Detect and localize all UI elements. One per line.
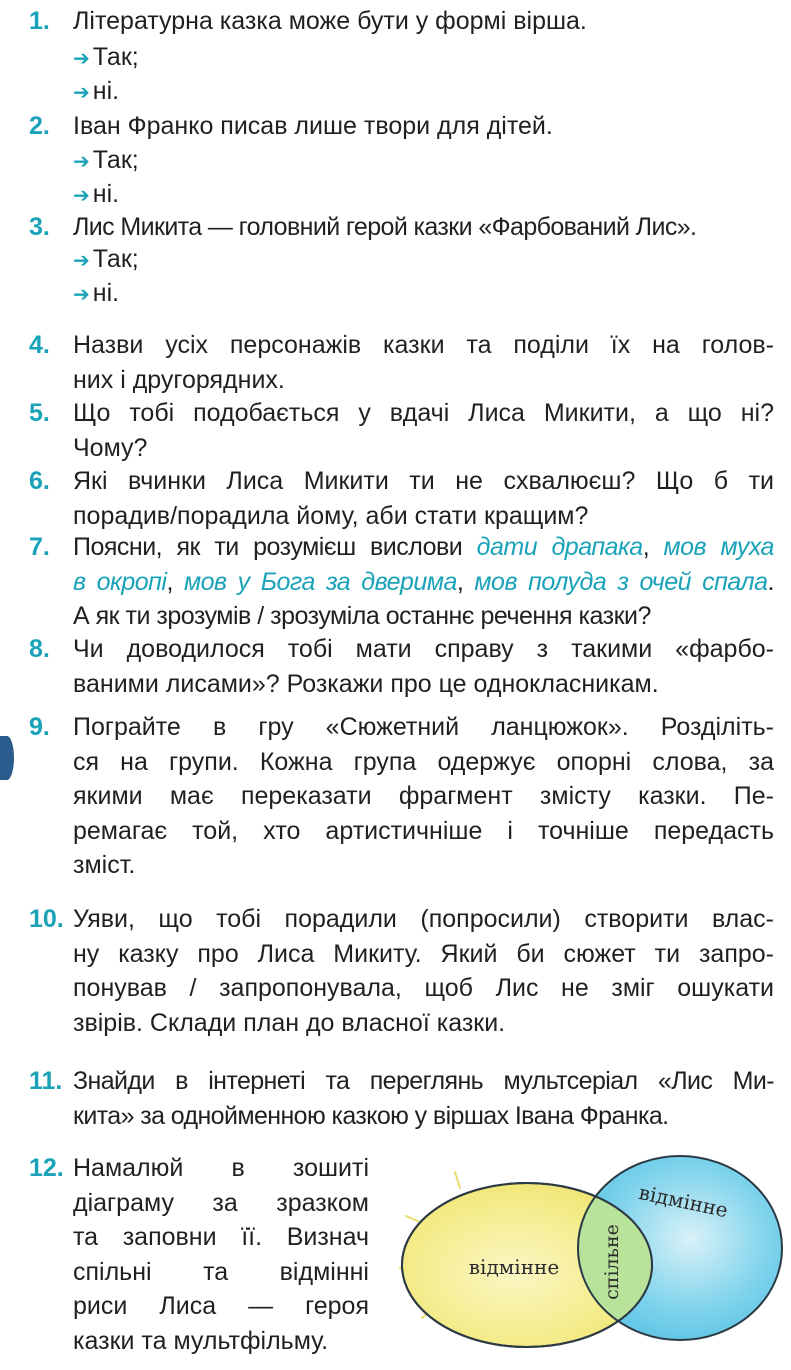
question-text	[73, 632, 774, 701]
text-line: ваними лисами»? Розкажи про це однокласникам.	[73, 669, 659, 698]
expression: дати драпака	[476, 533, 643, 561]
arrow-right-icon: ➔	[73, 82, 90, 104]
text-line: них і другорядних.	[73, 365, 285, 394]
answer-option[interactable]: ➔ ні.	[73, 279, 120, 307]
text-line: якими має переказати фрагмент змісту казки. Пе-	[73, 782, 774, 810]
answer-option[interactable]: ➔ ні.	[73, 180, 120, 208]
text-line: ся на групи. Кожна група одержує опорні слова, за	[73, 747, 774, 776]
answer-option[interactable]: ➔ ні.	[73, 77, 120, 105]
question-number: 6.	[29, 467, 50, 495]
text-line: Назви усіх персонажів казки та поділи їх на голов-	[73, 331, 774, 359]
question-number: 3.	[29, 213, 50, 241]
question-number: 4.	[29, 331, 50, 359]
question-text	[73, 4, 774, 39]
question-number: 7.	[29, 533, 50, 561]
question-text	[73, 109, 774, 144]
question-text	[73, 464, 774, 533]
expression: мов муха	[663, 533, 774, 561]
text-line: Які вчинки Лиса Микити ти не схвалюєш? Що б ти	[73, 467, 774, 495]
question-number: 10.	[29, 905, 64, 933]
text-line: понував / запропонувала, щоб Лис не зміг ошукати	[73, 974, 774, 1002]
text-line: Знайди в інтернеті та переглянь мультсеріал «Лис Ми-	[73, 1067, 774, 1095]
text-line: порадив/порадила йому, аби стати кращим?	[73, 501, 589, 530]
venn-right-label: відмінне	[636, 1180, 731, 1223]
question-number: 9.	[29, 713, 50, 741]
text-line: Уяви, що тобі порадили (попросили) створити влас-	[73, 905, 774, 933]
question-text	[73, 530, 774, 634]
question-text	[73, 328, 774, 397]
text-line: Літературна казка може бути у формі вірша.	[73, 7, 587, 35]
venn-middle-label: спільне	[601, 1224, 623, 1300]
answer-option[interactable]: ➔ Так;	[73, 43, 139, 71]
venn-diagram-svg	[392, 1150, 791, 1350]
question-text	[73, 1151, 369, 1358]
text-line: Що тобі подобається у вдачі Лиса Микити, а що ні?	[73, 399, 774, 427]
question-number: 5.	[29, 399, 50, 427]
text-line: в окропі, мов у Бога за дверима, мов полуда з очей спала.	[73, 567, 774, 596]
question-text	[73, 1064, 774, 1133]
question-number: 1.	[29, 7, 50, 35]
question-number: 11.	[29, 1067, 63, 1095]
text-line: діаграму за зразком	[73, 1188, 369, 1217]
text-line: зміст.	[73, 851, 136, 879]
text-line: кита» за однойменною казкою у віршах Івана Франка.	[73, 1101, 669, 1130]
arrow-right-icon: ➔	[73, 250, 90, 272]
text-line: Поясни, як ти розумієш вислови дати драпака, мов муха	[73, 533, 774, 561]
venn-left-label: відмінне	[468, 1255, 560, 1279]
text-line: А як ти зрозумів / зрозуміла останнє речення казки?	[73, 602, 651, 630]
question-number: 2.	[29, 112, 50, 140]
question-text	[73, 902, 774, 1040]
text-line: ну казку про Лиса Микиту. Який би сюжет ти запро-	[73, 939, 774, 968]
arrow-right-icon: ➔	[73, 151, 90, 173]
text-line: ремагає той, хто артистичніше і точніше передасть	[73, 816, 774, 845]
question-text	[73, 396, 774, 465]
text-line: Намалюй в зошиті	[73, 1154, 369, 1182]
question-text	[73, 210, 774, 245]
arrow-right-icon: ➔	[73, 48, 90, 70]
answer-option[interactable]: ➔ Так;	[73, 146, 139, 174]
arrow-right-icon: ➔	[73, 185, 90, 207]
text-line: звірів. Склади план до власної казки.	[73, 1008, 506, 1037]
text-line: Лис Микита — головний герой казки «Фарбований Лис».	[73, 213, 697, 241]
text-line: Пограйте в гру «Сюжетний ланцюжок». Розділіть-	[73, 713, 774, 741]
text-line: Іван Франко писав лише твори для дітей.	[73, 112, 553, 140]
venn-diagram	[392, 1150, 791, 1350]
text-line: казки та мультфільму.	[73, 1326, 329, 1355]
arrow-right-icon: ➔	[73, 284, 90, 306]
answer-option[interactable]: ➔ Так;	[73, 245, 139, 273]
question-number: 12.	[29, 1154, 64, 1182]
expression: в окропі	[73, 567, 167, 596]
expression: мов у Бога за дверима	[184, 567, 457, 596]
text-line: Чому?	[73, 433, 148, 462]
expression: мов полуда з очей спала	[474, 567, 768, 596]
text-line: та заповни її. Визнач	[73, 1223, 369, 1251]
text-line: спільні та відмінні	[73, 1257, 369, 1286]
text-line: Чи доводилося тобі мати справу з такими «фарбо-	[73, 635, 774, 663]
left-edge-decoration	[0, 736, 14, 780]
question-number: 8.	[29, 635, 50, 663]
question-text	[73, 710, 774, 883]
text-line: риси Лиса — героя	[73, 1292, 369, 1320]
